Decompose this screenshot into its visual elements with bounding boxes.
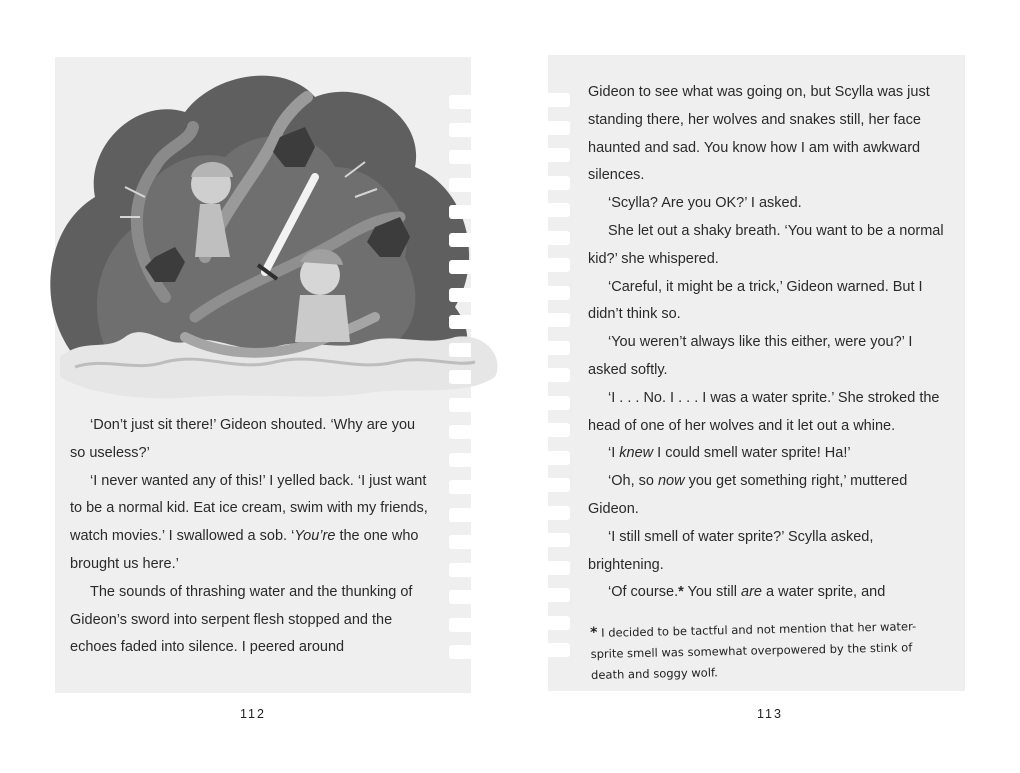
paragraph xyxy=(70,412,430,468)
notebook-tab-icon xyxy=(548,423,570,437)
text-run: She let out a shaky breath. ‘You want to be a normal kid?’ she whispered. xyxy=(588,222,944,267)
text-run: now xyxy=(657,473,685,490)
notebook-tab-icon xyxy=(548,341,570,355)
text-run: are xyxy=(741,584,762,601)
footnote-line: death and soggy wolf. xyxy=(590,665,718,682)
notebook-tab-icon xyxy=(449,260,471,274)
text-run: ‘Careful, it might be a trick,’ Gideon warned. But I didn’t think so. xyxy=(588,278,923,323)
notebook-tab-icon xyxy=(548,588,570,602)
notebook-tab-icon xyxy=(449,150,471,164)
notebook-tab-icon xyxy=(449,508,471,522)
notebook-tab-icon xyxy=(449,205,471,219)
left-body-text xyxy=(70,412,430,662)
paragraph xyxy=(70,579,430,662)
notebook-tab-icon xyxy=(548,643,570,657)
paragraph xyxy=(588,329,953,385)
notebook-tab-icon xyxy=(548,313,570,327)
text-run: the one who brought us here.’ xyxy=(70,528,419,572)
text-run: ‘You weren’t always like this either, were you?’ I asked softly. xyxy=(588,334,913,378)
footnote-line: I decided to be tactful and not mention that her water- xyxy=(601,619,917,640)
notebook-tab-icon xyxy=(449,425,471,439)
notebook-tab-icon xyxy=(449,480,471,494)
footnote-line: sprite smell was somewhat overpowered by the stink of xyxy=(590,640,913,661)
notebook-tab-icon xyxy=(548,368,570,382)
text-run: ‘I never wanted any of this!’ I yelled back. ‘I just want to be a normal kid. Eat ice cream, swim with my friends, watch movies.’ I swallowed a sob. ‘ xyxy=(70,472,428,545)
text-run: ‘Scylla? Are you OK?’ I asked. xyxy=(608,195,802,212)
page-number-right: 113 xyxy=(757,707,783,721)
text-run: ‘Don’t just sit there!’ Gideon shouted. ‘Why are you so useless?’ xyxy=(70,417,416,461)
scylla-battle-illustration xyxy=(15,57,505,402)
notebook-tab-icon xyxy=(449,123,471,137)
notebook-tab-icon xyxy=(449,398,471,412)
text-run: ‘I still smell of water sprite?’ Scylla asked, brightening. xyxy=(588,528,874,573)
footnote-ref: * xyxy=(678,584,684,601)
paragraph xyxy=(588,524,953,580)
paragraph xyxy=(588,440,953,468)
notebook-tab-icon xyxy=(449,178,471,192)
text-run: a water sprite, and xyxy=(761,584,886,601)
right-page xyxy=(548,55,965,691)
notebook-tab-icon xyxy=(548,203,570,217)
left-page xyxy=(55,57,471,693)
right-body-text xyxy=(588,79,953,607)
notebook-tab-icon xyxy=(548,231,570,245)
notebook-tab-icon xyxy=(449,590,471,604)
notebook-tab-icon xyxy=(548,533,570,547)
notebook-tab-icon xyxy=(548,616,570,630)
notebook-tab-icon xyxy=(449,315,471,329)
notebook-tab-icon xyxy=(449,453,471,467)
notebook-tab-icon xyxy=(548,286,570,300)
text-run: ‘I . . . No. I . . . I was a water sprite.’ She stroked the head of one of her wolves and it let out a whine. xyxy=(588,389,940,434)
paragraph xyxy=(588,190,953,218)
text-run: ‘I xyxy=(608,445,620,462)
page-number-left: 112 xyxy=(240,707,266,721)
notebook-tab-icon xyxy=(548,121,570,135)
notebook-tab-icon xyxy=(548,258,570,272)
text-run: You still xyxy=(683,584,742,601)
notebook-tab-icon xyxy=(449,535,471,549)
text-run: you get something right,’ muttered Gideon. xyxy=(588,473,908,517)
notebook-tab-icon xyxy=(548,93,570,107)
notebook-tabs-right xyxy=(449,95,471,673)
paragraph xyxy=(588,79,953,190)
notebook-tabs-left xyxy=(548,93,570,671)
notebook-tab-icon xyxy=(548,451,570,465)
text-run: The sounds of thrashing water and the thunking of Gideon’s sword into serpent flesh stopped and the echoes faded into silence. I peered around xyxy=(70,583,413,656)
text-run: ‘Of course. xyxy=(608,584,679,601)
notebook-tab-icon xyxy=(449,95,471,109)
notebook-tab-icon xyxy=(449,233,471,247)
footnote-marker: * xyxy=(590,624,598,641)
paragraph xyxy=(70,468,430,579)
text-run: knew xyxy=(619,445,654,462)
text-run: ‘Oh, so xyxy=(608,473,658,490)
notebook-tab-icon xyxy=(548,561,570,575)
notebook-tab-icon xyxy=(449,288,471,302)
paragraph xyxy=(588,385,953,441)
paragraph xyxy=(588,274,953,330)
text-run: Gideon to see what was going on, but Scylla was just standing there, her wolves and snakes still, her face haunted and sad. You know how I am with awkward silences. xyxy=(588,84,930,184)
text-run: You’re xyxy=(294,528,336,545)
notebook-tab-icon xyxy=(548,478,570,492)
paragraph xyxy=(588,579,953,607)
text-run: I could smell water sprite! Ha!’ xyxy=(653,445,851,462)
notebook-tab-icon xyxy=(548,396,570,410)
notebook-tab-icon xyxy=(548,148,570,162)
notebook-tab-icon xyxy=(449,645,471,659)
notebook-tab-icon xyxy=(449,618,471,632)
notebook-tab-icon xyxy=(449,563,471,577)
notebook-tab-icon xyxy=(548,506,570,520)
paragraph xyxy=(588,218,953,274)
notebook-tab-icon xyxy=(449,343,471,357)
notebook-tab-icon xyxy=(548,176,570,190)
notebook-tab-icon xyxy=(449,370,471,384)
footnote xyxy=(590,615,951,686)
paragraph xyxy=(588,468,953,524)
